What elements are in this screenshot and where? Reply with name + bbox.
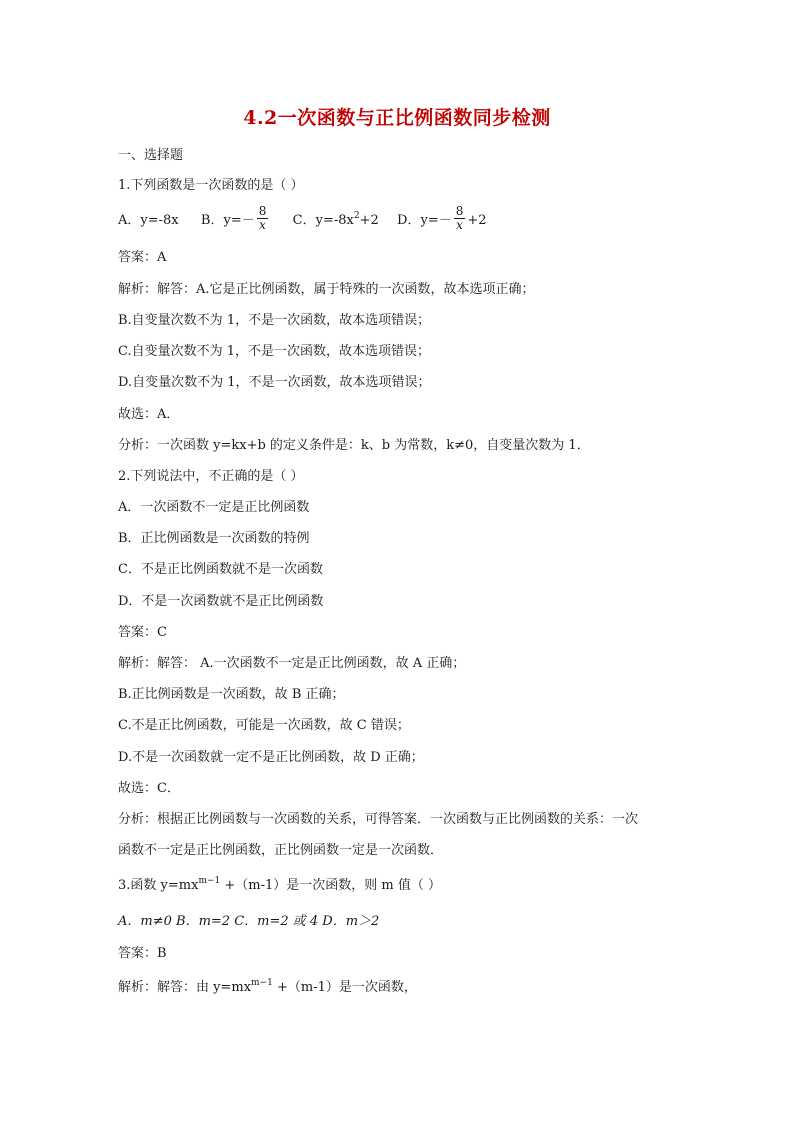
question-2-analysis-line: B.正比例函数是一次函数，故 B 正确；	[118, 687, 345, 702]
question-1-analysis-line: B.自变量次数不为 1，不是一次函数，故本选项错误；	[118, 313, 431, 328]
question-2-option-b: B．正比例函数是一次函数的特例	[118, 531, 310, 546]
question-2-choice: 故选：C．	[118, 781, 180, 796]
option-b-label: B．	[200, 213, 224, 228]
fraction-numerator: 8	[455, 204, 464, 218]
question-3-analysis-exponent: m−1	[251, 978, 273, 988]
option-d-label: D．	[397, 213, 421, 228]
question-2-option-c: C．不是正比例函数就不是一次函数	[118, 562, 323, 577]
question-1-analysis-line: D.自变量次数不为 1，不是一次函数，故本选项错误；	[118, 375, 431, 390]
question-3-analysis-suffix: +（m-1）是一次函数，	[272, 980, 417, 995]
question-3-stem-suffix: +（m-1）是一次函数，则 m 值（ ）	[220, 878, 441, 893]
question-1-analysis-line: 解析：解答：A.它是正比例函数，属于特殊的一次函数，故本选项正确；	[118, 282, 535, 297]
question-3-analysis	[118, 980, 417, 996]
question-1-answer: 答案：A	[118, 250, 167, 265]
question-2-note-line: 函数不一定是正比例函数，正比例函数一定是一次函数．	[118, 843, 444, 858]
question-2-analysis-line: D.不是一次函数就一定不是正比例函数，故 D 正确；	[118, 750, 424, 765]
option-d-prefix: y=－	[420, 213, 452, 228]
question-1-note: 分析：一次函数 y=kx+b 的定义条件是：k、b 为常数，k≠0，自变量次数为 1．	[118, 438, 590, 453]
option-c-expr: y=-8x	[315, 213, 354, 228]
question-2-note-line: 分析：根据正比例函数与一次函数的关系，可得答案．一次函数与正比例函数的关系：一次	[118, 812, 639, 827]
question-2-option-a: A．一次函数不一定是正比例函数	[118, 500, 310, 515]
fraction-denominator: x	[257, 218, 269, 232]
question-3-analysis-prefix: 解析：解答：由 y=mx	[118, 980, 252, 995]
question-2-option-d: D．不是一次函数就不是正比例函数	[118, 594, 324, 609]
fraction-numerator: 8	[258, 204, 267, 218]
option-b-fraction	[257, 205, 269, 232]
page-title: 4.2一次函数与正比例函数同步检测	[243, 107, 551, 129]
question-1-choice: 故选：A．	[118, 407, 180, 422]
option-b-prefix: y=－	[223, 213, 255, 228]
question-1-analysis-line: C.自变量次数不为 1，不是一次函数，故本选项错误；	[118, 344, 431, 359]
question-2-analysis-line: C.不是正比例函数，可能是一次函数，故 C 错误；	[118, 718, 410, 733]
option-a-expr: y=-8x	[140, 213, 179, 228]
question-2-analysis-line: 解析：解答： A.一次函数不一定是正比例函数，故 A 正确；	[118, 656, 466, 671]
question-3-stem-prefix: 3.函数 y=mx	[118, 878, 199, 893]
fraction-denominator: x	[454, 218, 466, 232]
option-c-label: C．	[292, 213, 316, 228]
question-1-options	[118, 206, 487, 236]
option-d-tail: +2	[467, 213, 487, 228]
option-d-fraction	[454, 205, 466, 232]
question-3-exponent: m−1	[198, 876, 221, 886]
question-2-answer: 答案：C	[118, 625, 167, 640]
option-c-tail: +2	[359, 213, 379, 228]
question-3-stem	[118, 878, 441, 894]
question-3-answer: 答案：B	[118, 946, 167, 961]
question-3-options: A．m≠0 B．m=2 C．m=2 或 4 D．m＞2	[118, 914, 380, 929]
question-1-stem: 1.下列函数是一次函数的是（ ）	[118, 178, 304, 193]
section-heading: 一、选择题	[118, 148, 184, 163]
option-a-label: A．	[118, 213, 141, 228]
question-2-stem: 2.下列说法中，不正确的是（ ）	[118, 469, 304, 484]
option-c-exponent: 2	[353, 211, 360, 221]
